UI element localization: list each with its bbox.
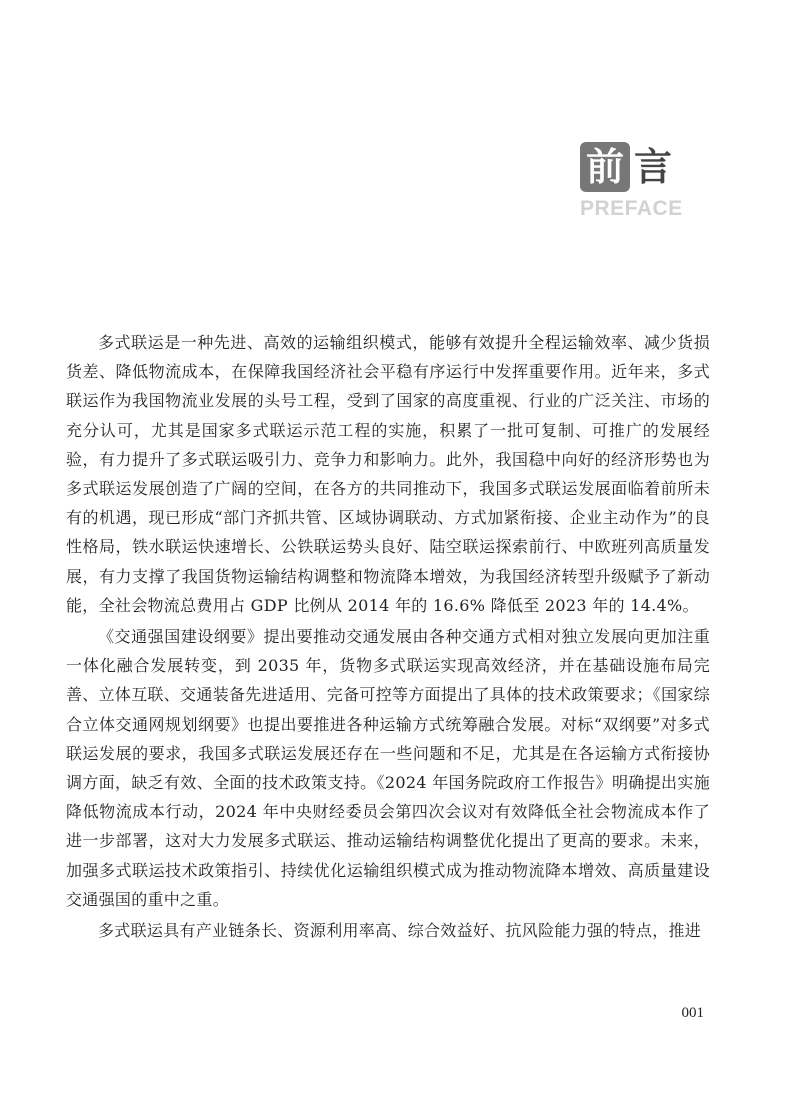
title-text: 言 bbox=[634, 145, 673, 189]
page-subtitle: PREFACE bbox=[580, 197, 683, 220]
paragraph-1: 多式联运是一种先进、高效的运输组织模式，能够有效提升全程运输效率、减少货损货差、降低物流成本，在保障我国经济社会平稳有序运行中发挥重要作用。近年来，多式联运作为我国物流业发展的头号工程，受到了国家的高度重视、行业的广泛关注、市场的充分认可，尤其是国家多式联运示范工程的实施，积累了一批可复制、可推广的发展经验，有力提升了多式联运吸引力、竞争力和影响力。此外，我国稳中向好的经济形势也为多式联运发展创造了广阔的空间，在各方的共同推动下，我国多式联运发展面临着前所未有的机遇，现已形成“部门齐抓共管、区域协调联动、方式加紧衔接、企业主动作为”的良性格局，铁水联运快速增长、公铁联运势头良好、陆空联运探索前行、中欧班列高质量发展，有力支撑了我国货物运输结构调整和物流降本增效，为我国经济转型升级赋予了新动能，全社会物流总费用占 GDP 比例从 2014 年的 16.6% 降低至 2023 年的 14.4%。 bbox=[66, 333, 710, 615]
preface-header bbox=[580, 138, 700, 226]
page-number: 001 bbox=[681, 1005, 704, 1021]
paragraph-3: 多式联运具有产业链条长、资源利用率高、综合效益好、抗风险能力强的特点，推进 bbox=[98, 921, 702, 941]
paragraph-2: 《交通强国建设纲要》提出要推动交通发展由各种交通方式相对独立发展向更加注重一体化融合发展转变，到 2035 年，货物多式联运实现高效经济，并在基础设施布局完善、立体互联、交通装备先进适用、完备可控等方面提出了具体的技术政策要求；《国家综合立体交通网规划纲要》也提出要推进各种运输方式统筹融合发展。对标“双纲要”对多式联运发展的要求，我国多式联运发展还存在一些问题和不足，尤其是在各运输方式衔接协调方面，缺乏有效、全面的技术政策支持。《2024 年国务院政府工作报告》明确提出实施降低物流成本行动，2024 年中央财经委员会第四次会议对有效降低全社会物流成本作了进一步部署，这对大力发展多式联运、推动运输结构调整优化提出了更高的要求。未来，加强多式联运技术政策指引、持续优化运输组织模式成为推动物流降本增效、高质量建设交通强国的重中之重。 bbox=[66, 627, 711, 909]
body-text bbox=[66, 328, 710, 947]
page-title bbox=[580, 138, 700, 194]
title-highlight-box: 前 bbox=[580, 142, 630, 192]
